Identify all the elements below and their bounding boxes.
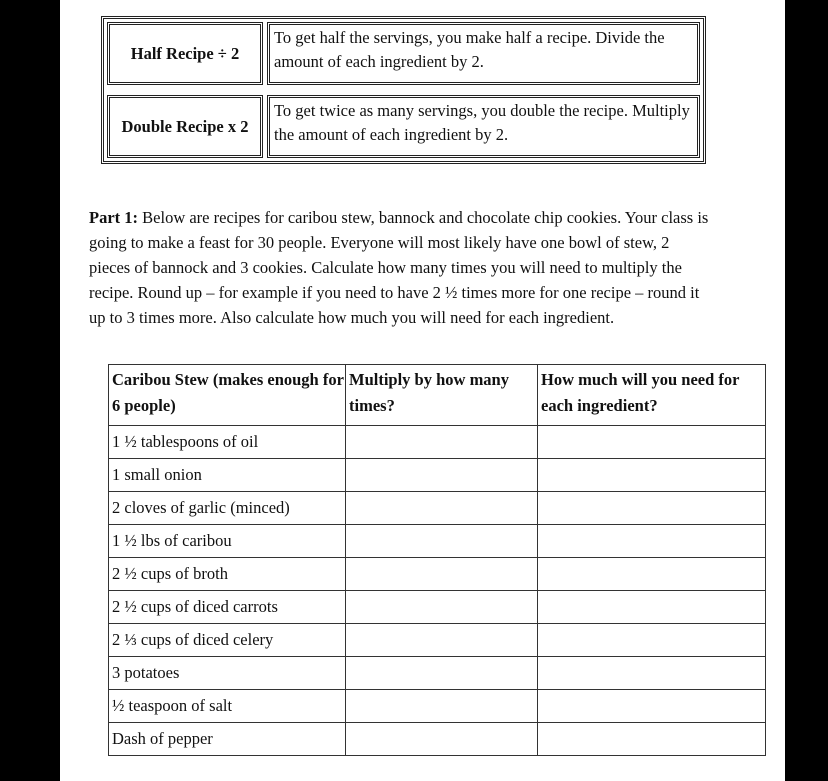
amount-answer-cell[interactable] (538, 657, 766, 690)
header-amount-needed: How much will you need for each ingredient? (538, 365, 766, 426)
table-row (109, 624, 766, 657)
ingredient-cell: 1 small onion (109, 459, 346, 492)
table-row (109, 657, 766, 690)
amount-answer-cell[interactable] (538, 723, 766, 756)
amount-answer-cell[interactable] (538, 426, 766, 459)
table-row (109, 426, 766, 459)
amount-answer-cell[interactable] (538, 492, 766, 525)
amount-answer-cell[interactable] (538, 624, 766, 657)
multiply-answer-cell[interactable] (346, 558, 538, 591)
definition-text: To get twice as many servings, you double the recipe. Multiply the amount of each ingredient by 2. (267, 95, 700, 158)
table-row (109, 690, 766, 723)
ingredient-cell: 3 potatoes (109, 657, 346, 690)
table-row (109, 558, 766, 591)
multiply-answer-cell[interactable] (346, 459, 538, 492)
definition-term: Half Recipe ÷ 2 (107, 22, 263, 85)
table-row (109, 723, 766, 756)
definition-row-half (107, 22, 700, 85)
multiply-answer-cell[interactable] (346, 624, 538, 657)
amount-answer-cell[interactable] (538, 525, 766, 558)
definitions-table (101, 16, 706, 164)
ingredient-cell: 2 ½ cups of broth (109, 558, 346, 591)
multiply-answer-cell[interactable] (346, 723, 538, 756)
ingredient-cell: 2 ⅓ cups of diced celery (109, 624, 346, 657)
definition-term: Double Recipe x 2 (107, 95, 263, 158)
table-row (109, 459, 766, 492)
part1-instructions (89, 205, 709, 331)
definition-row-double (107, 95, 700, 158)
table-row (109, 591, 766, 624)
ingredient-cell: ½ teaspoon of salt (109, 690, 346, 723)
ingredient-cell: Dash of pepper (109, 723, 346, 756)
table-header-row (109, 365, 766, 426)
part1-label: Part 1: (89, 207, 139, 227)
table-row (109, 492, 766, 525)
header-recipe: Caribou Stew (makes enough for 6 people) (109, 365, 346, 426)
multiply-answer-cell[interactable] (346, 426, 538, 459)
amount-answer-cell[interactable] (538, 690, 766, 723)
amount-answer-cell[interactable] (538, 459, 766, 492)
multiply-answer-cell[interactable] (346, 525, 538, 558)
multiply-answer-cell[interactable] (346, 492, 538, 525)
table-row (109, 525, 766, 558)
ingredient-cell: 1 ½ tablespoons of oil (109, 426, 346, 459)
part1-text: Below are recipes for caribou stew, bannock and chocolate chip cookies. Your class is going to make a feast for 30 people. Everyone will most likely have one bowl of stew, 2 pieces of bannock and 3 cookies. Calculate how many times you will need to multiply the recipe. Round up – for example if you need to have 2 ½ times more for one recipe – round it up to 3 times more. Also calculate how much you will need for each ingredient. (89, 207, 709, 328)
multiply-answer-cell[interactable] (346, 591, 538, 624)
definition-text: To get half the servings, you make half a recipe. Divide the amount of each ingredient by 2. (267, 22, 700, 85)
amount-answer-cell[interactable] (538, 591, 766, 624)
ingredient-cell: 1 ½ lbs of caribou (109, 525, 346, 558)
multiply-answer-cell[interactable] (346, 690, 538, 723)
header-multiply: Multiply by how many times? (346, 365, 538, 426)
caribou-stew-table (108, 364, 766, 756)
worksheet-page (60, 0, 785, 781)
amount-answer-cell[interactable] (538, 558, 766, 591)
ingredient-cell: 2 ½ cups of diced carrots (109, 591, 346, 624)
multiply-answer-cell[interactable] (346, 657, 538, 690)
ingredient-cell: 2 cloves of garlic (minced) (109, 492, 346, 525)
